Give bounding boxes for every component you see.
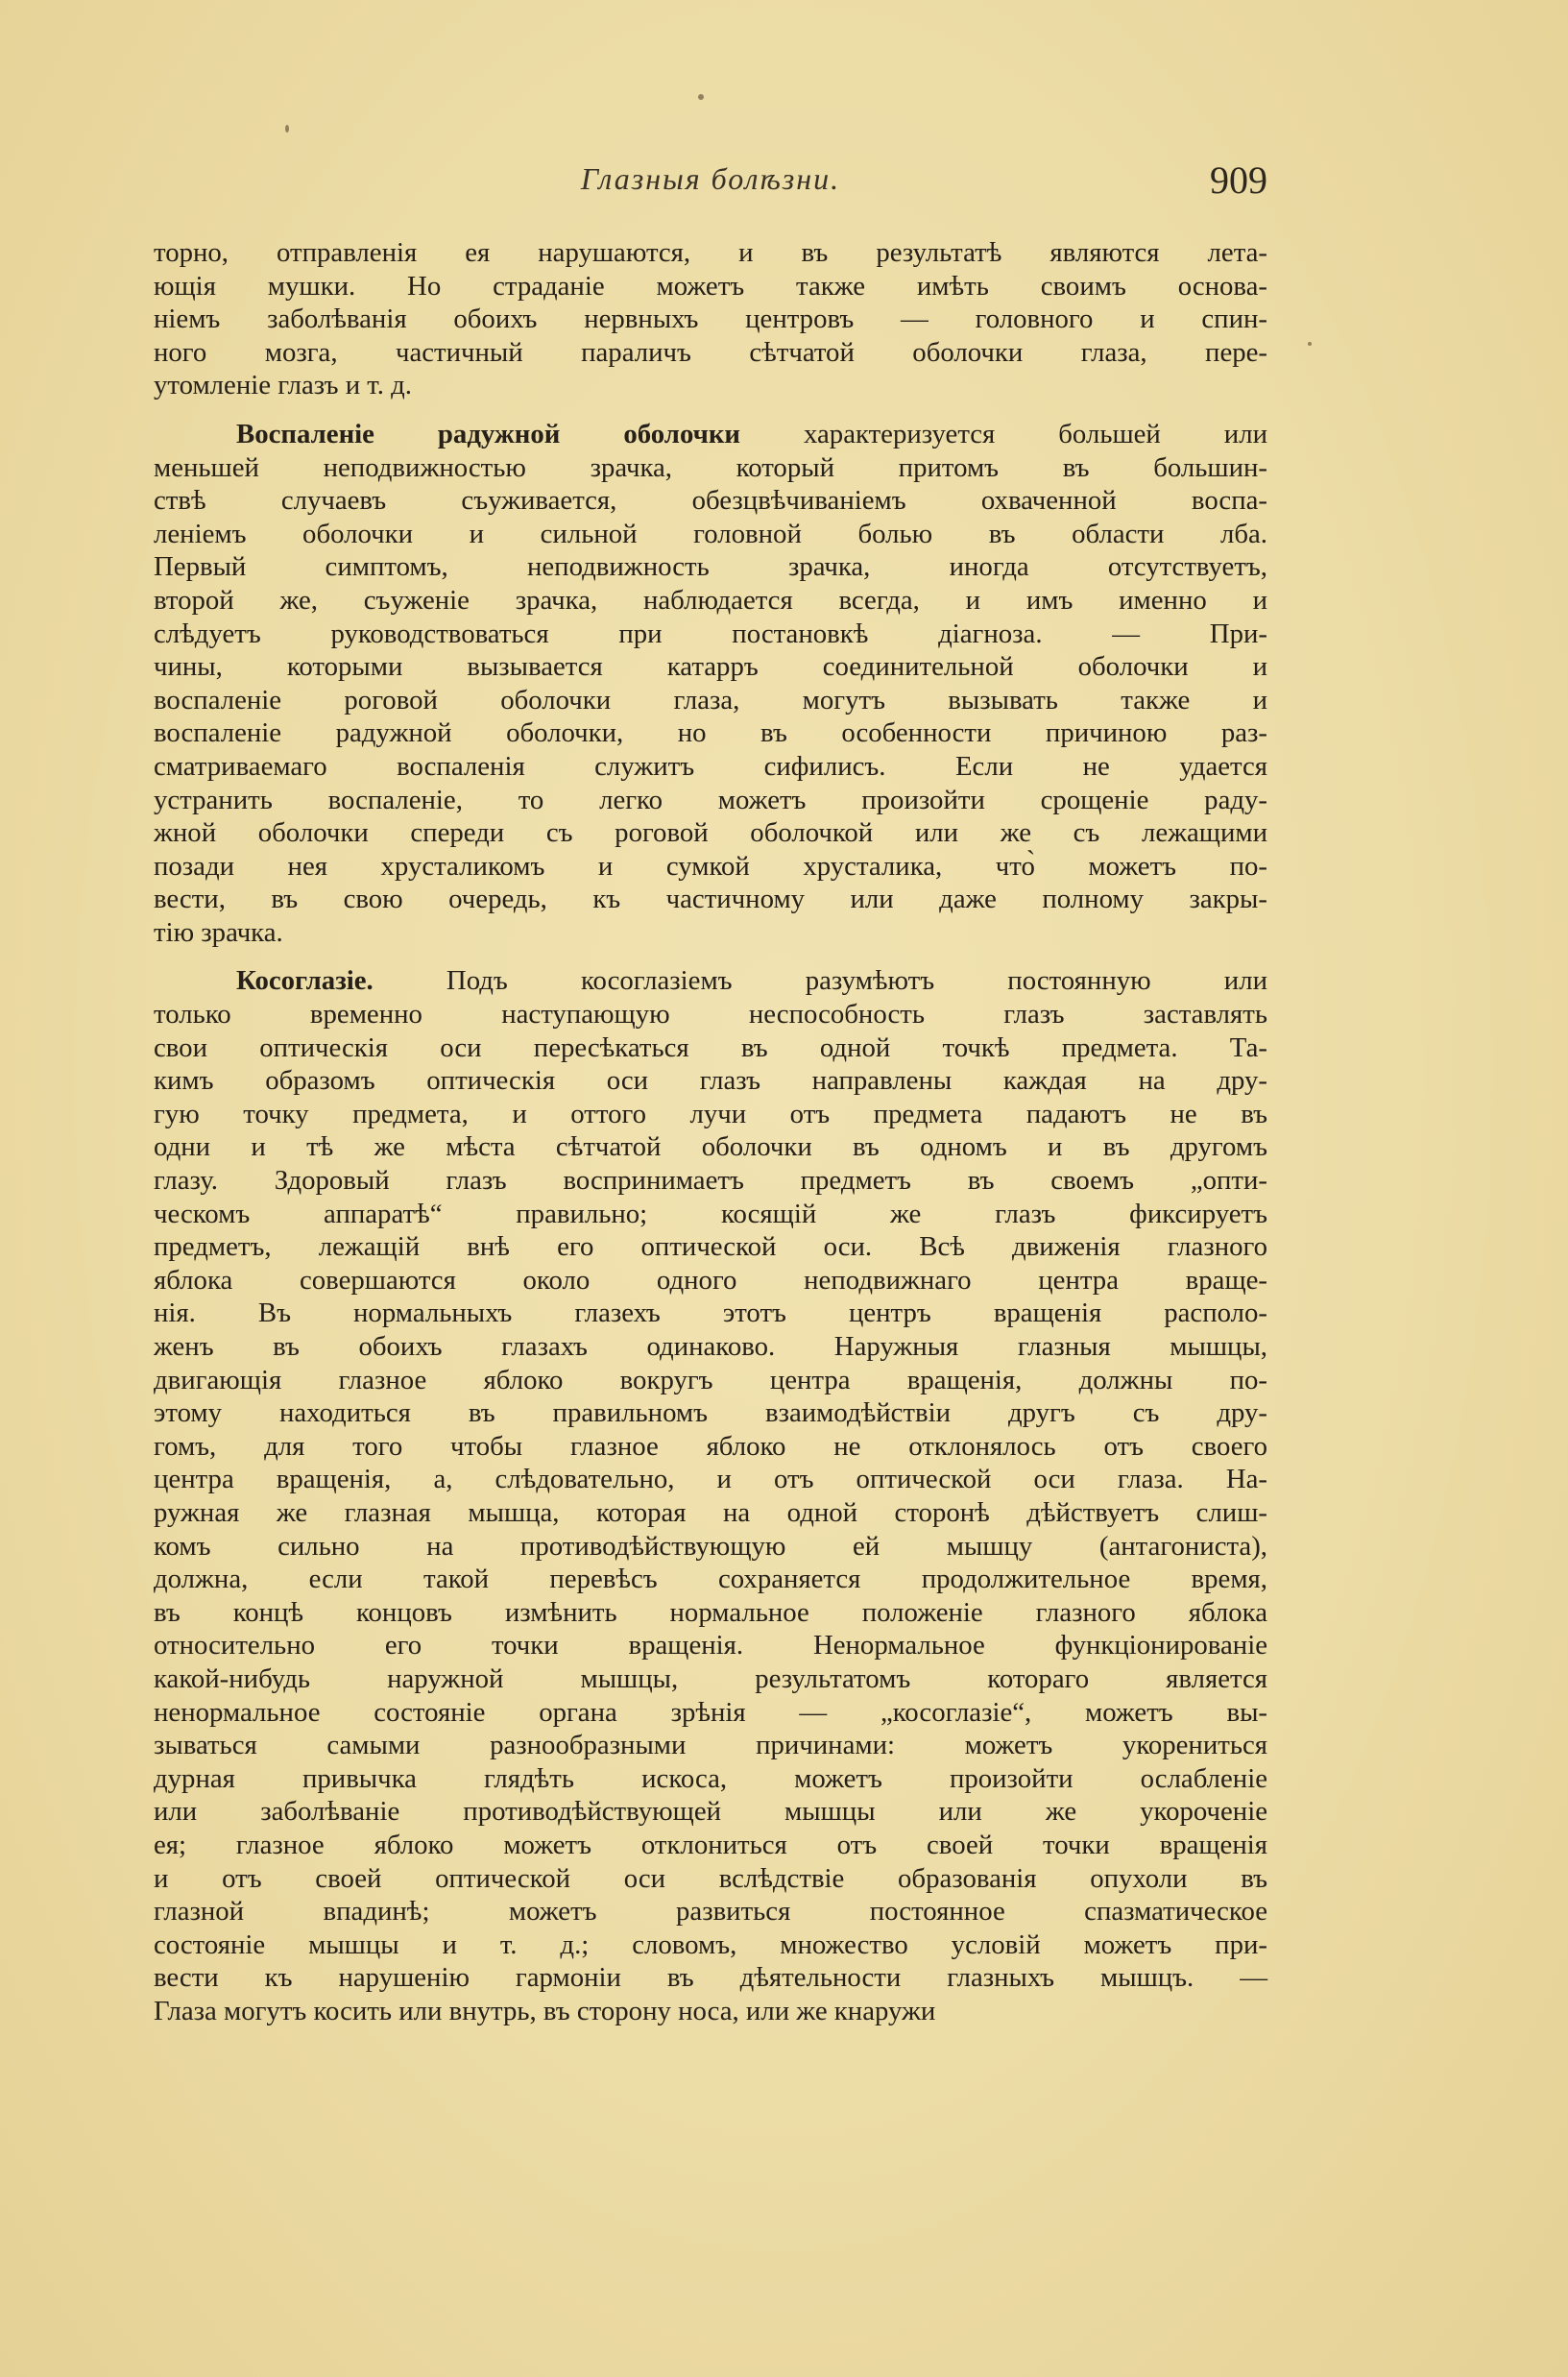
text-line: этому находиться въ правильномъ взаимодѣйствіи другъ съ дру- xyxy=(154,1397,1267,1429)
text-line: ненормальное состояніе органа зрѣнія — „косоглазіе“, можетъ вы- xyxy=(154,1696,1267,1728)
text-line: ческомъ аппаратѣ“ правильно; косящій же глазъ фиксируетъ xyxy=(154,1198,1267,1229)
text-line: и отъ своей оптической оси вслѣдствіе образованія опухоли въ xyxy=(154,1862,1267,1894)
text-line: ствѣ случаевъ съуживается, обезцвѣчиваніемъ охваченной воспа- xyxy=(154,485,1267,517)
text-line: состояніе мышцы и т. д.; словомъ, множество условій можетъ при- xyxy=(154,1928,1267,1960)
text-line: меньшей неподвижностью зрачка, который притомъ въ большин- xyxy=(154,451,1267,483)
text-line: жной оболочки спереди съ роговой оболочкой или же съ лежащими xyxy=(154,817,1267,849)
text-line: утомленіе глазъ и т. д. xyxy=(154,370,412,401)
body-text xyxy=(154,236,1267,2027)
text-line: комъ сильно на противодѣйствующую ей мышцу (антагониста), xyxy=(154,1530,1267,1562)
text-line xyxy=(154,418,1267,451)
text-line: сматриваемаго воспаленія служитъ сифилисъ. Если не удается xyxy=(154,750,1267,782)
text-fragment: характеризуется большей или xyxy=(740,418,1267,449)
paragraph-iritis xyxy=(154,418,1267,950)
text-line: воспаленіе роговой оболочки глаза, могутъ вызывать также и xyxy=(154,684,1267,716)
text-line: Глаза могутъ косить или внутрь, въ сторону носа, или же кнаружи xyxy=(154,1995,936,2026)
text-line: ніемъ заболѣванія обоихъ нервныхъ центровъ — головного и спин- xyxy=(154,303,1267,335)
text-line: тію зрачка. xyxy=(154,916,283,948)
text-line: зываться самыми разнообразными причинами: можетъ укорениться xyxy=(154,1730,1267,1761)
text-line: центра вращенія, а, слѣдовательно, и отъ оптической оси глаза. На- xyxy=(154,1464,1267,1495)
section-term: Воспаленіе радужной оболочки xyxy=(236,418,741,449)
text-line: женъ въ обоихъ глазахъ одинаково. Наружныя глазныя мышцы, xyxy=(154,1331,1267,1362)
text-line: яблока совершаются около одного неподвижнаго центра враще- xyxy=(154,1264,1267,1296)
text-line: ружная же глазная мышца, которая на одной сторонѣ дѣйствуетъ слиш- xyxy=(154,1496,1267,1528)
ink-speck xyxy=(1308,342,1312,346)
ink-speck xyxy=(285,125,289,133)
text-line: гомъ, для того чтобы глазное яблоко не отклонялось отъ своего xyxy=(154,1430,1267,1462)
paragraph-strabismus xyxy=(154,964,1267,2027)
text-line: ного мозга, частичный параличъ сѣтчатой оболочки глаза, пере- xyxy=(154,336,1267,368)
paragraph-continuation xyxy=(154,236,1267,402)
text-line: въ концѣ концовъ измѣнить нормальное положеніе глазного яблока xyxy=(154,1596,1267,1628)
text-line: ющія мушки. Но страданіе можетъ также имѣть своимъ основа- xyxy=(154,270,1267,302)
text-line: второй же, съуженіе зрачка, наблюдается всегда, и имъ именно и xyxy=(154,584,1267,616)
text-line: двигающія глазное яблоко вокругъ центра вращенія, должны по- xyxy=(154,1364,1267,1395)
text-line: кимъ образомъ оптическія оси глазъ направлены каждая на дру- xyxy=(154,1065,1267,1097)
text-line: чины, которыми вызывается катарръ соединительной оболочки и xyxy=(154,651,1267,683)
text-line: только временно наступающую неспособность глазъ заставлять xyxy=(154,999,1267,1031)
text-line: слѣдуетъ руководствоваться при постановкѣ діагноза. — При- xyxy=(154,618,1267,649)
text-line: вести къ нарушенію гармоніи въ дѣятельности глазныхъ мышцъ. — xyxy=(154,1962,1267,1994)
text-line: устранить воспаленіе, то легко можетъ произойти срощеніе раду- xyxy=(154,784,1267,815)
text-line: вести, въ свою очередь, къ частичному или даже полному закры- xyxy=(154,884,1267,915)
text-line: глазу. Здоровый глазъ воспринимаетъ предметъ въ своемъ „опти- xyxy=(154,1165,1267,1197)
text-line: предметъ, лежащій внѣ его оптической оси. Всѣ движенія глазного xyxy=(154,1231,1267,1263)
text-line: позади нея хрусталикомъ и сумкой хрусталика, что̀ можетъ по- xyxy=(154,850,1267,882)
text-line: леніемъ оболочки и сильной головной болью въ области лба. xyxy=(154,518,1267,549)
text-line: свои оптическія оси пересѣкаться въ одной точкѣ предмета. Та- xyxy=(154,1031,1267,1063)
running-head xyxy=(154,158,1267,209)
text-line: глазной впадинѣ; можетъ развиться постоянное спазматическое xyxy=(154,1896,1267,1928)
text-fragment: Подъ косоглазіемъ разумѣютъ постоянную или xyxy=(373,965,1267,997)
running-head-title: Глазныя болѣзни. xyxy=(580,161,841,196)
text-line: дурная привычка глядѣть искоса, можетъ произойти ослабленіе xyxy=(154,1762,1267,1794)
text-line: Первый симптомъ, неподвижность зрачка, иногда отсутствуетъ, xyxy=(154,551,1267,583)
text-line: или заболѣваніе противодѣйствующей мышцы или же укороченіе xyxy=(154,1796,1267,1828)
text-line: гую точку предмета, и оттого лучи отъ предмета падаютъ не въ xyxy=(154,1098,1267,1129)
text-line: ея; глазное яблоко можетъ отклониться отъ своей точки вращенія xyxy=(154,1829,1267,1860)
text-line: какой-нибудь наружной мышцы, результатомъ котораго является xyxy=(154,1662,1267,1694)
text-line: относительно его точки вращенія. Ненормальное функціонированіе xyxy=(154,1630,1267,1661)
text-line: воспаленіе радужной оболочки, но въ особенности причиною раз- xyxy=(154,717,1267,749)
text-line: должна, если такой перевѣсъ сохраняется продолжительное время, xyxy=(154,1564,1267,1595)
ink-speck xyxy=(698,94,704,100)
text-line: одни и тѣ же мѣста сѣтчатой оболочки въ одномъ и въ другомъ xyxy=(154,1131,1267,1163)
page-number: 909 xyxy=(1210,158,1267,202)
text-line: нія. Въ нормальныхъ глазехъ этотъ центръ вращенія располо- xyxy=(154,1298,1267,1329)
text-line xyxy=(154,964,1267,998)
text-line: торно, отправленія ея нарушаются, и въ результатѣ являются лета- xyxy=(154,237,1267,268)
section-term: Косоглазіе. xyxy=(236,965,374,997)
